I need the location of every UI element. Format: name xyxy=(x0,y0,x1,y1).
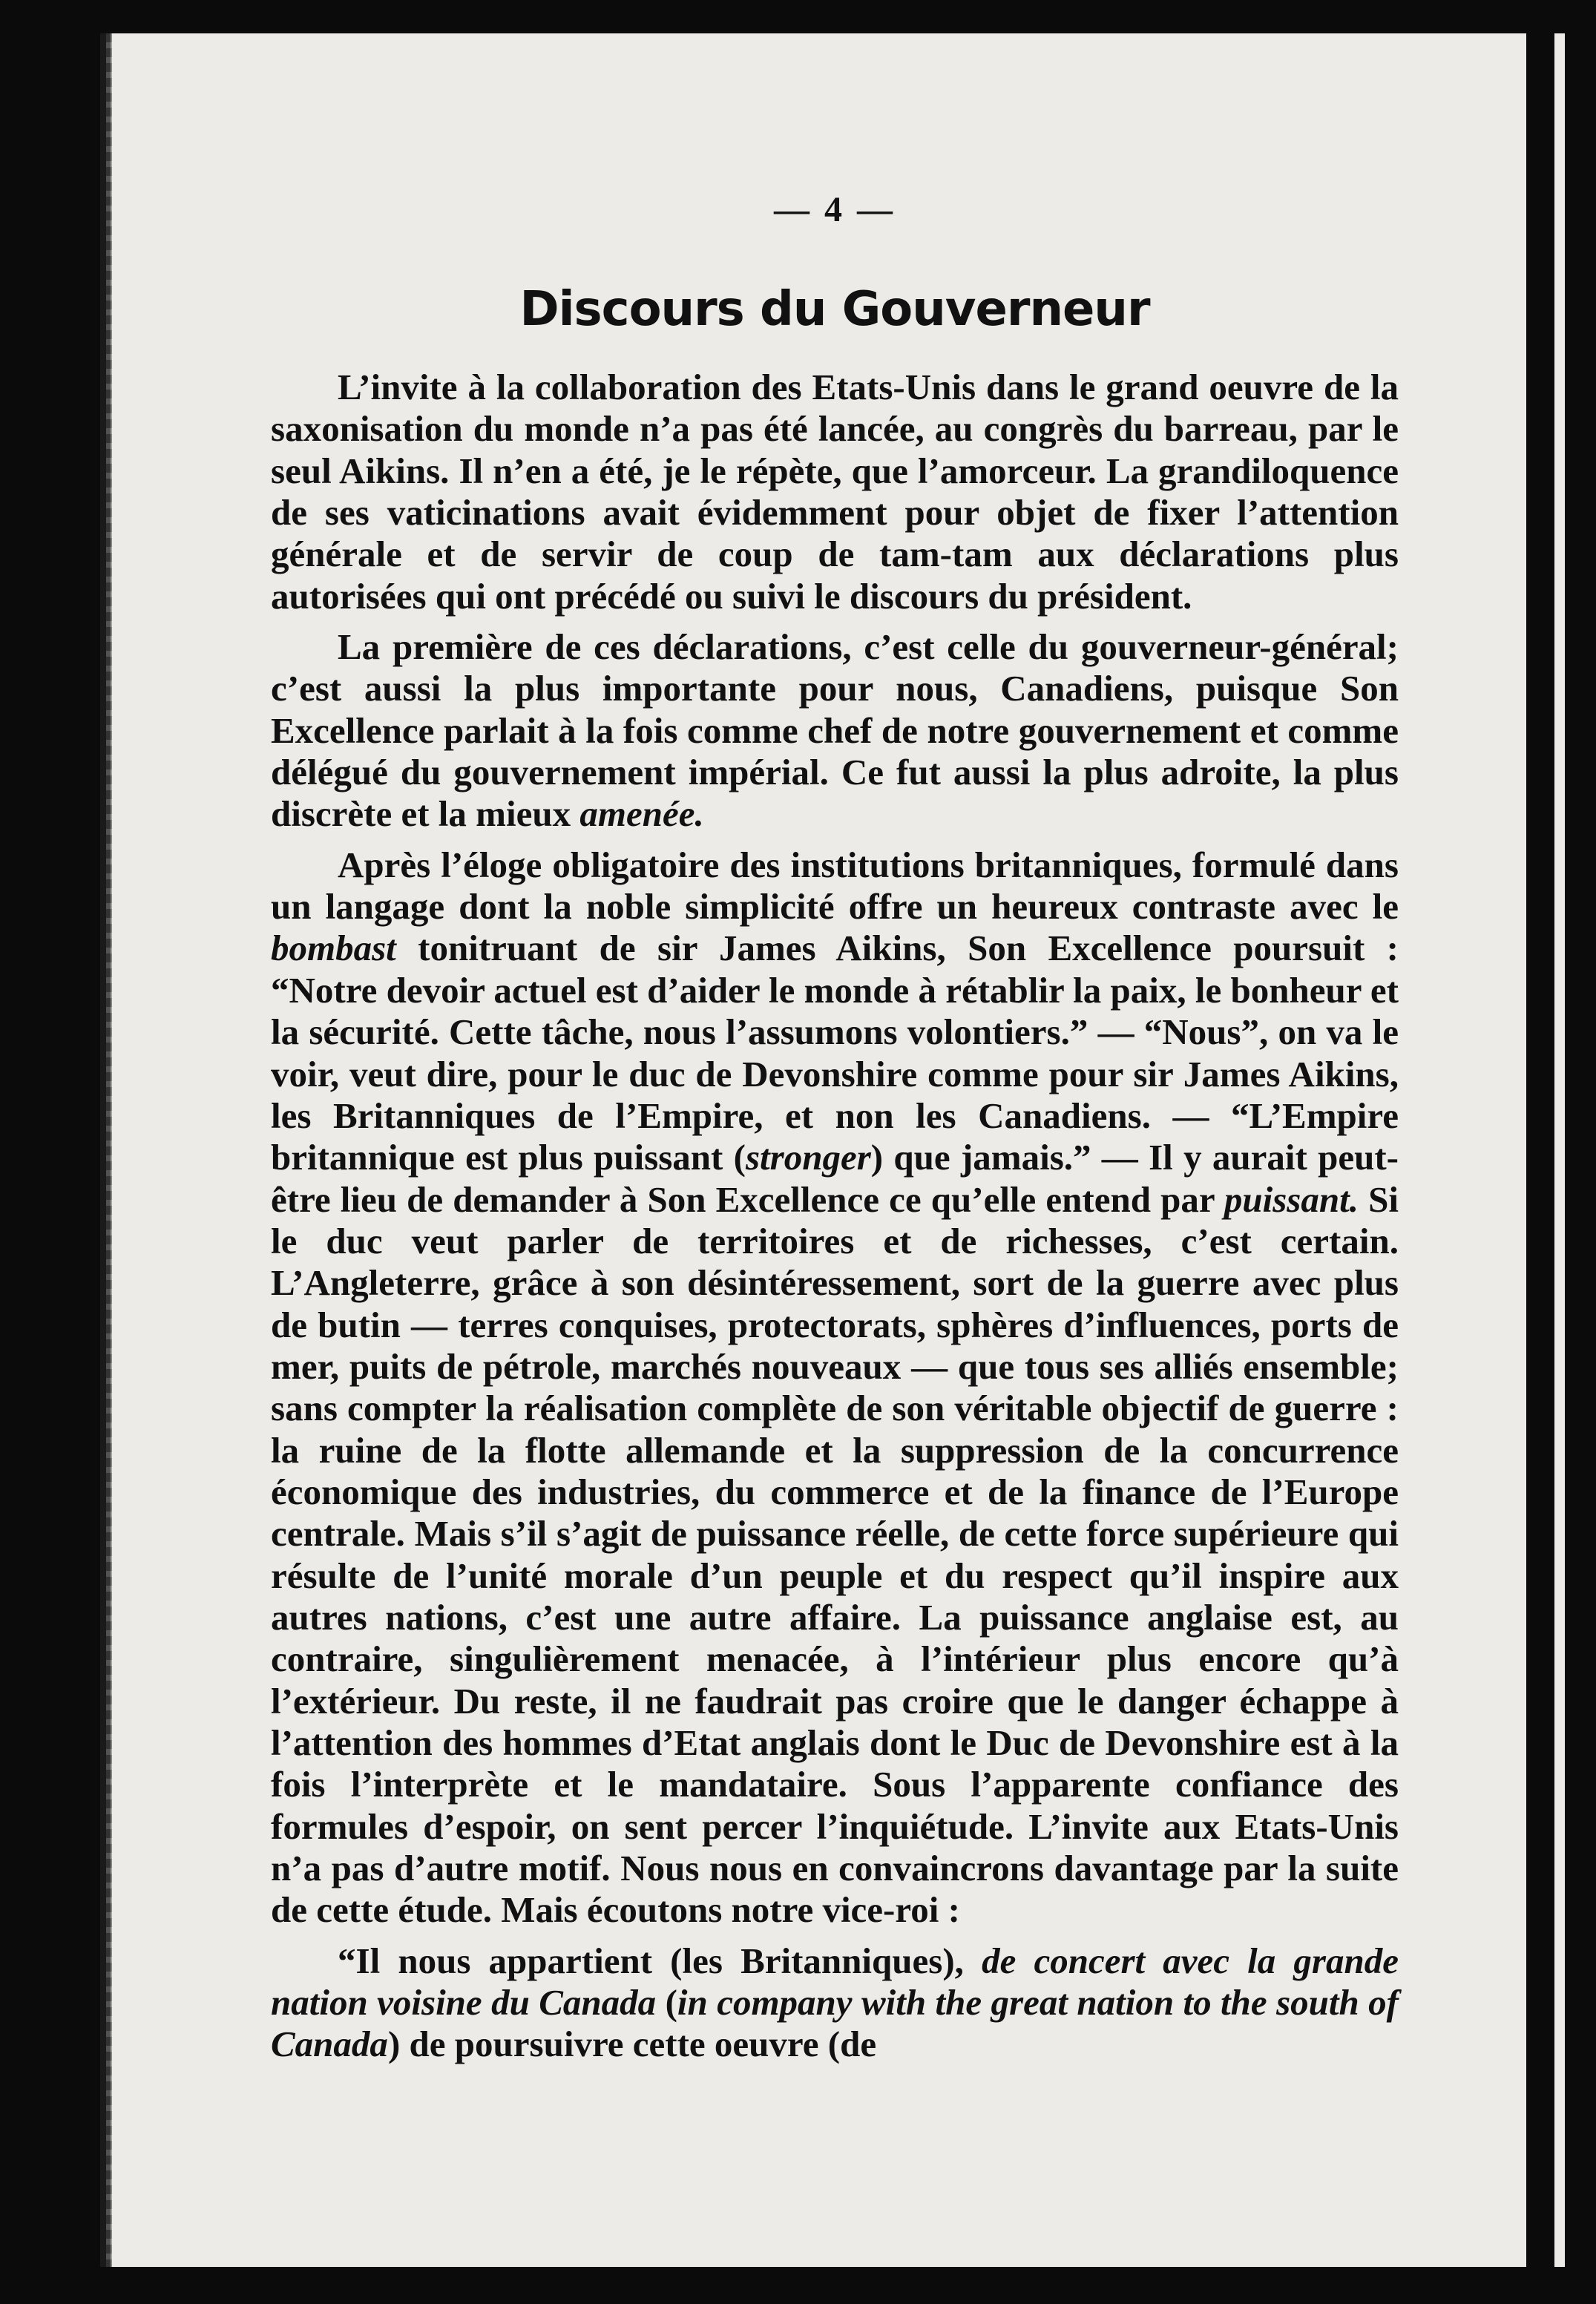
body-text xyxy=(271,367,1399,2066)
paragraph xyxy=(271,367,1399,617)
page-number: — 4 — xyxy=(774,190,896,229)
text-run: ) de poursuivre cette oeuvre (de xyxy=(387,2024,877,2065)
paragraph xyxy=(271,626,1399,836)
text-run: La première de ces déclarations, c’est celle du gouverneur-général; c’est aussi la plus importante pour nous, Canadiens, puisque Son Excellence parlait à la fois comme chef de notre gouvernement et comme délégué du gouvernement impérial. Ce fut aussi la plus adroite, la plus discrète et la mieux xyxy=(271,626,1399,835)
paragraph xyxy=(271,1940,1399,2066)
right-dark-margin xyxy=(1526,0,1554,2304)
italic-text: bombast xyxy=(271,928,396,969)
italic-text: amenée. xyxy=(579,793,704,835)
italic-text: de concert avec la grande nation voisine du Canada xyxy=(271,1940,1399,2024)
text-run: L’invite à la collaboration des Etats-Unis dans le grand oeuvre de la saxonisation du monde n’a pas été lancée, au congrès du barreau, par le seul Aikins. Il n’en a été, je le répète, que l’amorceur. La grandiloquence de ses vaticinations avait évidemment pour objet de fixer l’attention générale et de servir de coup de tam-tam aux déclarations plus autorisées qui ont précédé ou suivi le discours du président. xyxy=(271,367,1399,617)
text-run: ( xyxy=(656,1982,677,2024)
text-run: Si le duc veut parler de territoires et de richesses, c’est certain. L’Angleterre, grâce à son désintéressement, sort de la guerre avec plus de butin — terres conquises, protectorats, sphères d’influences, ports de mer, puits de pétrole, marchés nouveaux — que tous ses alliés ensemble; sans compter la réalisation complète de son véritable objectif de guerre : la ruine de la flotte allemande et la suppression de la concurrence économique des industries, du commerce et de la finance de l’Europe centrale. Mais s’il s’agit de puissance réelle, de cette force supérieure qui résulte de l’unité morale d’un peuple et du respect qu’il inspire aux autres nations, c’est une autre affaire. La puissance anglaise est, au contraire, singulièrement menacée, à l’intérieur plus encore qu’à l’extérieur. Du reste, il ne faudrait pas croire que le danger échappe à l’attention des hommes d’Etat anglais dont le Duc de Devonshire est à la fois l’interprète et le mandataire. Sous l’apparente confiance des formules d’espoir, on sent percer l’inquiétude. L’invite aux Etats-Unis n’a pas d’autre motif. Nous nous en convaincrons davantage par la suite de cette étude. Mais écoutons notre vice-roi : xyxy=(271,1178,1399,1931)
text-run: “Il nous appartient (les Britanniques), xyxy=(338,1940,982,1981)
text-run: ) que jamais.” — Il y aurait peut-être lieu de demander à Son Excellence ce qu’elle entend par xyxy=(271,1137,1399,1220)
italic-text: stronger xyxy=(745,1137,871,1178)
text-run: Après l’éloge obligatoire des institutions britanniques, formulé dans un langage dont la noble simplicité offre un heureux contraste avec le xyxy=(271,844,1399,928)
binding-edge xyxy=(106,33,112,2267)
page-title: Discours du Gouverneur xyxy=(519,282,1150,337)
italic-text: puissant. xyxy=(1224,1178,1359,1220)
page-content xyxy=(271,189,1399,2075)
paragraph xyxy=(271,844,1399,1932)
italic-text: in company with the great nation to the south of Canada xyxy=(271,1982,1399,2065)
text-run: tonitruant de sir James Aikins, Son Excellence poursuit : “Notre devoir actuel est d’aider le monde à rétablir la paix, le bonheur et la sécurité. Cette tâche, nous l’assumons volontiers.” — “Nous”, on va le voir, veut dire, pour le duc de Devonshire comme pour sir James Aikins, les Britanniques de l’Empire, et non les Canadiens. — “L’Empire britannique est plus puissant ( xyxy=(271,928,1399,1178)
